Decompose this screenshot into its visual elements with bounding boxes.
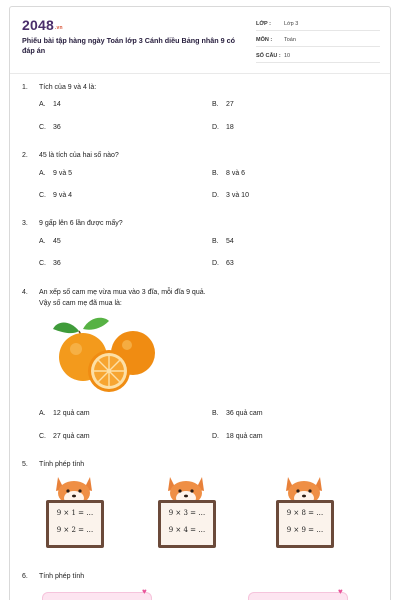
- option-c[interactable]: [39, 192, 72, 199]
- pink-board-right: [248, 592, 348, 600]
- question-number: 3.: [22, 220, 28, 227]
- meta-row-question-count: [256, 49, 380, 63]
- option-text: 9 và 4: [53, 192, 73, 199]
- option-d[interactable]: [212, 192, 249, 199]
- meta-value: 10: [284, 53, 291, 59]
- option-text: 36 quả cam: [226, 410, 263, 417]
- option-text: 18: [226, 124, 234, 131]
- option-letter: D.: [212, 124, 219, 131]
- logo-suffix: .vn: [54, 25, 63, 31]
- question-text: 45 là tích của hai số nào?: [39, 152, 119, 159]
- meta-label: MÔN :: [256, 37, 273, 43]
- option-d[interactable]: [212, 433, 263, 440]
- pink-board-left: [42, 592, 152, 600]
- question-text: Tính phép tính: [39, 461, 85, 468]
- option-letter: C.: [39, 124, 46, 131]
- meta-label: LỚP :: [256, 21, 271, 27]
- option-text: 18 quả cam: [226, 433, 263, 440]
- option-text: 36: [53, 260, 61, 267]
- option-letter: C.: [39, 433, 46, 440]
- option-letter: C.: [39, 260, 46, 267]
- meta-label: SỐ CÂU :: [256, 53, 281, 59]
- option-letter: B.: [212, 238, 219, 245]
- question-number: 6.: [22, 573, 28, 580]
- option-text: 27: [226, 101, 234, 108]
- question-text-continued: Vậy số cam mẹ đã mua là:: [39, 300, 122, 307]
- option-letter: D.: [212, 433, 219, 440]
- option-letter: A.: [39, 238, 46, 245]
- heart-icon: ♥: [338, 587, 343, 596]
- worksheet-meta: [256, 17, 380, 63]
- header-divider: [10, 73, 390, 74]
- expression-line: 9 × 1 = …: [56, 509, 94, 517]
- expression-line: 9 × 3 = …: [168, 509, 206, 517]
- question-number: 1.: [22, 84, 28, 91]
- option-a[interactable]: [39, 410, 90, 417]
- orange-icon: [49, 315, 161, 397]
- option-a[interactable]: [39, 238, 61, 245]
- option-text: 36: [53, 124, 61, 131]
- math-board: [276, 500, 334, 548]
- logo-text: 2048: [22, 17, 54, 33]
- option-b[interactable]: [212, 410, 263, 417]
- meta-value: Toán: [284, 37, 296, 43]
- option-c[interactable]: [39, 433, 90, 440]
- question-text: Tính phép tính: [39, 573, 85, 580]
- option-letter: B.: [212, 101, 219, 108]
- fox-card-2: [158, 473, 216, 553]
- option-a[interactable]: [39, 101, 61, 108]
- worksheet-title: Phiếu bài tập hàng ngày Toán lớp 3 Cánh diều Bảng nhân 9 có đáp án: [22, 36, 236, 55]
- site-logo[interactable]: [22, 17, 63, 33]
- option-text: 27 quả cam: [53, 433, 90, 440]
- option-letter: C.: [39, 192, 46, 199]
- option-b[interactable]: [212, 238, 234, 245]
- option-a[interactable]: [39, 170, 72, 177]
- expression-line: 9 × 2 = …: [56, 526, 94, 534]
- option-letter: D.: [212, 260, 219, 267]
- question-text: An xếp số cam mẹ vừa mua vào 3 đĩa, mỗi đĩa 9 quả.: [39, 289, 206, 296]
- option-text: 45: [53, 238, 61, 245]
- heart-icon: ♥: [142, 587, 147, 596]
- option-d[interactable]: [212, 124, 234, 131]
- option-letter: A.: [39, 410, 46, 417]
- option-text: 12 quả cam: [53, 410, 90, 417]
- option-letter: A.: [39, 101, 46, 108]
- option-d[interactable]: [212, 260, 234, 267]
- expression-line: 9 × 8 = …: [286, 509, 324, 517]
- option-c[interactable]: [39, 260, 61, 267]
- meta-row-class: [256, 17, 380, 31]
- option-text: 8 và 6: [226, 170, 246, 177]
- meta-value: Lớp 3: [284, 21, 299, 27]
- option-text: 54: [226, 238, 234, 245]
- option-text: 9 và 5: [53, 170, 73, 177]
- question-number: 5.: [22, 461, 28, 468]
- option-text: 3 và 10: [226, 192, 249, 199]
- option-letter: D.: [212, 192, 219, 199]
- option-text: 14: [53, 101, 61, 108]
- question-number: 2.: [22, 152, 28, 159]
- option-text: 63: [226, 260, 234, 267]
- worksheet: [9, 6, 391, 600]
- math-board: [158, 500, 216, 548]
- math-board: [46, 500, 104, 548]
- fox-card-3: [276, 473, 334, 553]
- question-text: Tích của 9 và 4 là:: [39, 84, 97, 91]
- fox-card-1: [46, 473, 104, 553]
- option-letter: A.: [39, 170, 46, 177]
- question-text: 9 gấp lên 6 lần được mấy?: [39, 220, 123, 227]
- question-number: 4.: [22, 289, 28, 296]
- option-letter: B.: [212, 170, 219, 177]
- meta-row-subject: [256, 33, 380, 47]
- option-b[interactable]: [212, 101, 234, 108]
- option-b[interactable]: [212, 170, 245, 177]
- worksheet-header: [10, 7, 390, 69]
- option-letter: B.: [212, 410, 219, 417]
- expression-line: 9 × 4 = …: [168, 526, 206, 534]
- expression-line: 9 × 9 = …: [286, 526, 324, 534]
- option-c[interactable]: [39, 124, 61, 131]
